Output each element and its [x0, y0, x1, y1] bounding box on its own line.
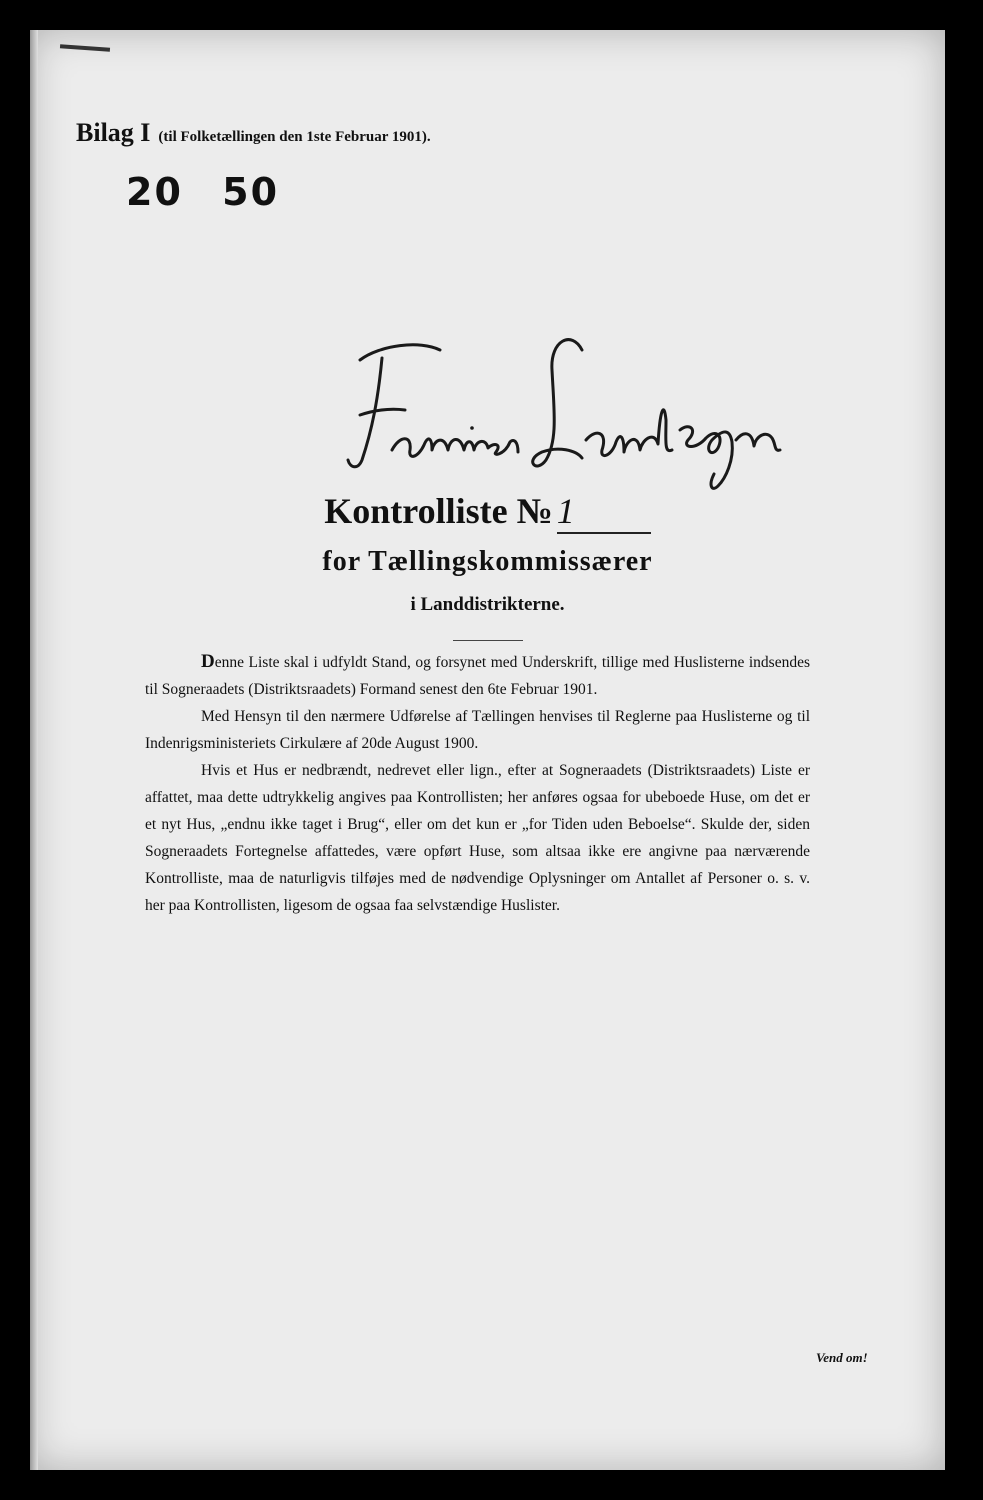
bilag-label: Bilag I	[76, 118, 151, 147]
document-subtitle: for Tællingskommissærer	[322, 546, 653, 577]
corner-mark	[60, 44, 110, 51]
title-main: Kontrolliste	[324, 491, 508, 531]
instructions-paragraph-1	[145, 648, 810, 703]
archive-number-part2: 50	[222, 170, 280, 214]
paragraph-1-text: enne Liste skal i udfyldt Stand, og forsynet med Underskrift, tillige med Huslisterne indsendes til Sogneraadets (Distriktsraadets) Formand senest den 6te Februar 1901.	[145, 654, 810, 698]
document-title	[30, 490, 945, 534]
instructions-text	[145, 648, 810, 919]
instructions-paragraph-3: Hvis et Hus er nedbrændt, nedrevet eller lign., efter at Sogneraadets (Distriktsraadets) Liste er affattet, maa dette udtrykkelig angives paa Kontrollisten; her anføres ogsaa for ubeboede Huse, om det er et nyt Hus, „endnu ikke taget i Brug“, eller om det kun er „for Tiden uden Beboelse“. Skulde der, siden Sogneraadets Fortegnelse affattedes, være opført Huse, som altsaa ikke ere angivne paa nærværende Kontrolliste, maa de naturligvis tilføjes med de nødvendige Oplysninger om Antallet af Personer o. s. v. her paa Kontrollisten, ligesom de ogsaa faa selvstændige Huslister.	[145, 762, 810, 914]
archive-number	[126, 170, 279, 214]
bilag-note: (til Folketællingen den 1ste Februar 1901).	[158, 129, 431, 145]
paragraph-1-initial: D	[201, 651, 215, 672]
bilag-header	[76, 118, 431, 148]
document-page	[30, 30, 945, 1470]
number-sign: №	[516, 491, 553, 531]
instructions-paragraph-2: Med Hensyn til den nærmere Udførelse af Tællingen henvises til Reglerne paa Huslisterne og til Indenrigsministeriets Cirkulære af 20de August 1900.	[145, 708, 810, 752]
turn-over-note: Vend om!	[816, 1350, 868, 1365]
handwritten-parish-name	[320, 310, 800, 510]
page-edge-shadow	[30, 30, 38, 1470]
document-subsubtitle: i Landdistrikterne.	[410, 594, 565, 615]
archive-number-part1: 20	[126, 170, 183, 214]
title-block	[30, 490, 945, 641]
title-divider	[453, 640, 523, 641]
list-number: 1	[557, 490, 651, 534]
handwriting-signature-drawing	[320, 310, 800, 510]
